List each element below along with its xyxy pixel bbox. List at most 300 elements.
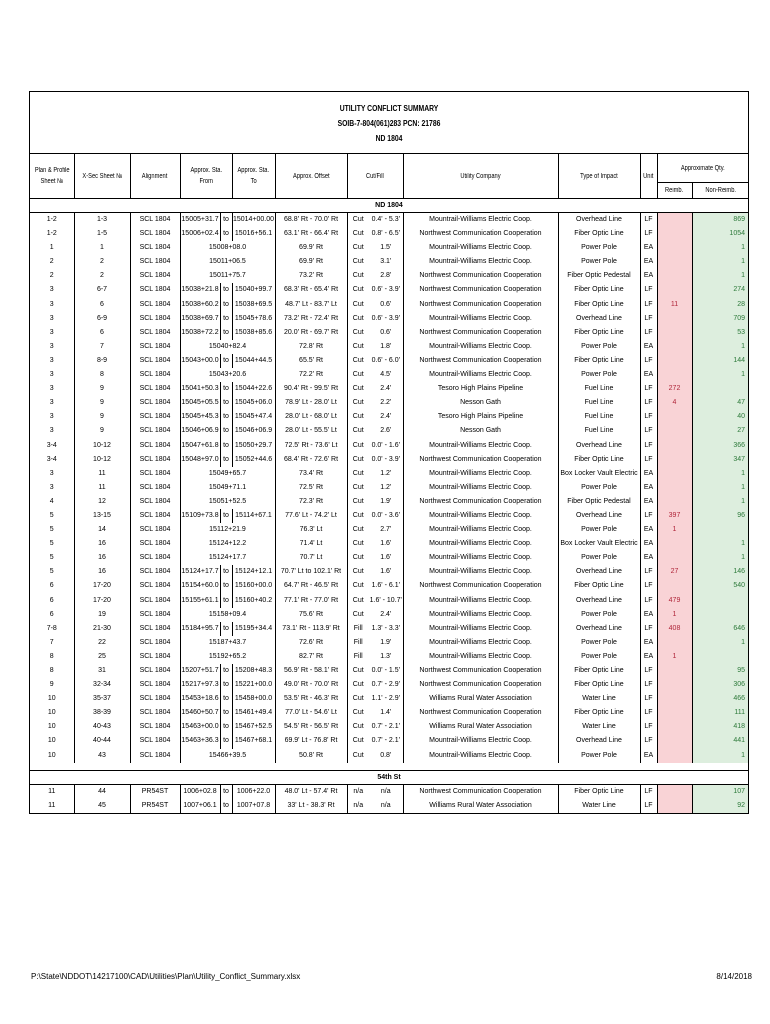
impact-cell: Overhead Line <box>558 509 640 523</box>
alignment-cell: SCL 1804 <box>130 368 180 382</box>
sta-from-cell: 15207+51.7 <box>180 664 220 678</box>
nonreimb-cell: 95 <box>692 664 748 678</box>
impact-cell: Water Line <box>558 799 640 813</box>
table-row <box>30 720 748 734</box>
unit-cell: LF <box>640 720 657 734</box>
sta-to-cell: 1007+07.8 <box>232 799 275 813</box>
offset-cell: 72.3' Rt <box>275 495 347 509</box>
nonreimb-cell: 366 <box>692 439 748 453</box>
reimb-cell <box>657 720 692 734</box>
nonreimb-cell: 111 <box>692 706 748 720</box>
offset-cell: 63.1' Rt - 66.4' Rt <box>275 227 347 241</box>
impact-cell: Water Line <box>558 720 640 734</box>
table-row <box>30 692 748 706</box>
depth-cell: 1.8' <box>380 342 392 350</box>
sta-to-cell: 15461+49.4 <box>232 706 275 720</box>
reimb-cell <box>657 537 692 551</box>
section-title: ND 1804 <box>30 199 748 213</box>
impact-cell: Fuel Line <box>558 410 640 424</box>
impact-cell: Fiber Optic Line <box>558 283 640 297</box>
sta-from-cell: 15041+50.3 <box>180 382 220 396</box>
offset-cell: 69.9' Rt <box>275 241 347 255</box>
company-cell: Mountrail-Williams Electric Coop. <box>403 439 558 453</box>
nonreimb-cell: 441 <box>692 734 748 748</box>
sta-to-cell: 15044+44.5 <box>232 354 275 368</box>
xsec-sheet-cell: 17-20 <box>74 579 130 593</box>
nonreimb-cell: 144 <box>692 354 748 368</box>
nonreimb-cell: 1054 <box>692 227 748 241</box>
section-header <box>30 770 748 784</box>
plan-sheet-cell: 3 <box>49 314 54 322</box>
impact-cell: Fiber Optic Line <box>558 326 640 340</box>
nonreimb-cell: 540 <box>692 579 748 593</box>
unit-cell: LF <box>640 453 657 467</box>
sta-from-cell: 15463+36.3 <box>180 734 220 748</box>
sta-to-cell: 15160+40.2 <box>232 594 275 608</box>
unit-cell: EA <box>640 636 657 650</box>
company-cell: Tesoro High Plains Pipeline <box>403 410 558 424</box>
reimb-cell <box>657 706 692 720</box>
company-cell: Mountrail-Williams Electric Coop. <box>403 312 558 326</box>
sta-separator: to <box>220 312 232 326</box>
table-row <box>30 799 748 813</box>
sta-from-cell: 15043+00.0 <box>180 354 220 368</box>
xsec-sheet-cell: 31 <box>74 664 130 678</box>
cut-fill-cell: Cut <box>347 467 369 481</box>
depth-cell: 0.7' - 2.9' <box>371 681 400 689</box>
alignment-cell: PR54ST <box>130 799 180 813</box>
offset-cell: 68.4' Rt - 72.6' Rt <box>275 453 347 467</box>
table-row <box>30 664 748 678</box>
sta-separator: to <box>220 565 232 579</box>
sta-from-cell: 15038+69.7 <box>180 312 220 326</box>
unit-cell: LF <box>640 439 657 453</box>
company-cell: Mountrail-Williams Electric Coop. <box>403 594 558 608</box>
impact-cell: Fiber Optic Line <box>558 706 640 720</box>
sta-to-cell: 15038+69.5 <box>232 298 275 312</box>
unit-cell: LF <box>640 706 657 720</box>
nonreimb-cell <box>692 382 748 396</box>
xsec-sheet-cell: 40-43 <box>74 720 130 734</box>
header-sta-from: Approx. Sta. From <box>180 154 232 199</box>
depth-cell: n/a <box>380 801 391 809</box>
depth-cell: 1.1' - 2.9' <box>371 695 400 703</box>
xsec-sheet-cell: 21-30 <box>74 622 130 636</box>
company-cell: Nesson Gath <box>403 396 558 410</box>
impact-cell: Fiber Optic Line <box>558 298 640 312</box>
xsec-sheet-cell: 12 <box>74 495 130 509</box>
nonreimb-cell: 53 <box>692 326 748 340</box>
depth-cell: 0.7' - 2.1' <box>371 737 400 745</box>
sta-from-cell: 15045+05.5 <box>180 396 220 410</box>
xsec-sheet-cell: 8 <box>74 368 130 382</box>
unit-cell: LF <box>640 213 657 228</box>
reimb-cell <box>657 453 692 467</box>
company-cell: Northwest Communication Cooperation <box>403 298 558 312</box>
unit-cell: EA <box>640 523 657 537</box>
depth-cell: 0.7' - 2.1' <box>371 723 400 731</box>
sta-separator: to <box>220 396 232 410</box>
company-cell: Northwest Communication Cooperation <box>403 678 558 692</box>
table-row <box>30 481 748 495</box>
depth-cell: 0.6' - 3.9' <box>371 314 400 322</box>
impact-cell: Power Pole <box>558 255 640 269</box>
impact-cell: Power Pole <box>558 241 640 255</box>
reimb-cell <box>657 255 692 269</box>
plan-sheet-cell: 2 <box>49 272 54 280</box>
sta-from-cell: 15045+45.3 <box>180 410 220 424</box>
impact-cell: Fuel Line <box>558 396 640 410</box>
cut-fill-cell: Cut <box>347 509 369 523</box>
xsec-sheet-cell: 6-9 <box>74 312 130 326</box>
header-cutfill: Cut/Fill <box>347 154 403 199</box>
depth-cell: 0.6' <box>380 300 392 308</box>
sta-to-cell: 15046+06.9 <box>232 424 275 438</box>
reimb-cell <box>657 312 692 326</box>
title-block <box>30 92 748 154</box>
plan-sheet-cell: 3-4 <box>46 441 57 449</box>
table-row <box>30 537 748 551</box>
alignment-cell: SCL 1804 <box>130 298 180 312</box>
plan-sheet-cell: 6 <box>49 582 54 590</box>
sta-from-cell: 1006+02.8 <box>180 784 220 799</box>
alignment-cell: SCL 1804 <box>130 269 180 283</box>
sta-to-cell: 15040+99.7 <box>232 283 275 297</box>
cut-fill-cell: Cut <box>347 678 369 692</box>
impact-cell: Overhead Line <box>558 439 640 453</box>
unit-cell: LF <box>640 424 657 438</box>
impact-cell: Overhead Line <box>558 213 640 228</box>
company-cell: Mountrail-Williams Electric Coop. <box>403 565 558 579</box>
reimb-cell: 4 <box>657 396 692 410</box>
sta-single-cell: 15051+52.5 <box>180 495 275 509</box>
xsec-sheet-cell: 16 <box>74 537 130 551</box>
depth-cell: 4.5' <box>380 371 392 379</box>
nonreimb-cell: 96 <box>692 509 748 523</box>
company-cell: Northwest Communication Cooperation <box>403 283 558 297</box>
sta-to-cell: 15221+00.0 <box>232 678 275 692</box>
offset-cell: 48.7' Lt - 83.7' Lt <box>275 298 347 312</box>
table-row <box>30 784 748 799</box>
sta-single-cell: 15049+65.7 <box>180 467 275 481</box>
sta-to-cell: 15016+56.1 <box>232 227 275 241</box>
nonreimb-cell <box>692 608 748 622</box>
plan-sheet-cell: 1-2 <box>46 216 57 223</box>
table-body <box>30 199 748 813</box>
sta-separator: to <box>220 213 232 228</box>
table-row <box>30 269 748 283</box>
reimb-cell: 479 <box>657 594 692 608</box>
title-line-2: SOIB-7-804(061)283 PCN: 21786 <box>337 119 441 128</box>
nonreimb-cell: 1 <box>692 537 748 551</box>
nonreimb-cell: 27 <box>692 424 748 438</box>
sta-single-cell: 15158+09.4 <box>180 608 275 622</box>
xsec-sheet-cell: 9 <box>74 424 130 438</box>
alignment-cell: SCL 1804 <box>130 439 180 453</box>
sta-separator: to <box>220 594 232 608</box>
nonreimb-cell: 709 <box>692 312 748 326</box>
footer-file-path: P:\State\NDDOT\14217100\CAD\Utilities\Plan\Utility_Conflict_Summary.xlsx <box>31 972 301 981</box>
plan-sheet-cell: 4 <box>49 497 54 505</box>
header-company: Utility Company <box>403 154 558 199</box>
unit-cell: LF <box>640 227 657 241</box>
depth-cell: 0.0' - 1.5' <box>371 667 400 674</box>
sta-single-cell: 15043+20.6 <box>180 368 275 382</box>
company-cell: Mountrail-Williams Electric Coop. <box>403 467 558 481</box>
depth-cell: 1.2' <box>380 469 392 477</box>
header-nonreimb: Non-Reimb. <box>692 183 748 199</box>
sta-to-cell: 15045+47.4 <box>232 410 275 424</box>
sta-separator: to <box>220 439 232 453</box>
table-row <box>30 622 748 636</box>
impact-cell: Fiber Optic Pedestal <box>558 269 640 283</box>
offset-cell: 69.9' Rt <box>275 255 347 269</box>
alignment-cell: SCL 1804 <box>130 424 180 438</box>
xsec-sheet-cell: 38-39 <box>74 706 130 720</box>
cut-fill-cell: Cut <box>347 326 369 340</box>
table-row <box>30 326 748 340</box>
plan-sheet-cell: 3 <box>49 399 54 407</box>
offset-cell: 72.5' Rt <box>275 481 347 495</box>
sta-to-cell: 15195+34.4 <box>232 622 275 636</box>
reimb-cell <box>657 283 692 297</box>
sta-to-cell: 15038+85.6 <box>232 326 275 340</box>
plan-sheet-cell: 11 <box>48 787 56 795</box>
alignment-cell: SCL 1804 <box>130 283 180 297</box>
unit-cell: EA <box>640 340 657 354</box>
impact-cell: Overhead Line <box>558 565 640 579</box>
cut-fill-cell: Cut <box>347 382 369 396</box>
table-row <box>30 636 748 650</box>
alignment-cell: SCL 1804 <box>130 594 180 608</box>
sta-single-cell: 15124+12.2 <box>180 537 275 551</box>
nonreimb-cell: 869 <box>692 213 748 228</box>
sta-to-cell: 15458+00.0 <box>232 692 275 706</box>
xsec-sheet-cell: 40-44 <box>74 734 130 748</box>
xsec-sheet-cell: 1 <box>74 241 130 255</box>
plan-sheet-cell: 8 <box>49 667 54 674</box>
impact-cell: Power Pole <box>558 481 640 495</box>
plan-sheet-cell: 3-4 <box>46 455 57 463</box>
alignment-cell: SCL 1804 <box>130 706 180 720</box>
nonreimb-cell: 274 <box>692 283 748 297</box>
reimb-cell: 1 <box>657 650 692 664</box>
xsec-sheet-cell: 11 <box>74 481 130 495</box>
plan-sheet-cell: 3 <box>49 469 54 477</box>
sta-from-cell: 15006+02.4 <box>180 227 220 241</box>
company-cell: Northwest Communication Cooperation <box>403 495 558 509</box>
sta-separator: to <box>220 424 232 438</box>
offset-cell: 68.3' Rt - 65.4' Rt <box>275 283 347 297</box>
alignment-cell: SCL 1804 <box>130 410 180 424</box>
xsec-sheet-cell: 32-34 <box>74 678 130 692</box>
table-row <box>30 678 748 692</box>
table-row <box>30 283 748 297</box>
cut-fill-cell: Cut <box>347 749 369 763</box>
unit-cell: LF <box>640 565 657 579</box>
offset-cell: 72.6' Rt <box>275 636 347 650</box>
reimb-cell <box>657 410 692 424</box>
unit-cell: LF <box>640 664 657 678</box>
depth-cell: 0.8' <box>380 751 392 759</box>
reimb-cell <box>657 579 692 593</box>
nonreimb-cell: 1 <box>692 481 748 495</box>
table-row <box>30 424 748 438</box>
plan-sheet-cell: 6 <box>49 610 54 618</box>
table-row <box>30 579 748 593</box>
sta-separator: to <box>220 706 232 720</box>
unit-cell: LF <box>640 784 657 799</box>
footer-date: 8/14/2018 <box>716 972 752 981</box>
cut-fill-cell: n/a <box>347 784 369 799</box>
table-row <box>30 608 748 622</box>
alignment-cell: SCL 1804 <box>130 396 180 410</box>
unit-cell: LF <box>640 283 657 297</box>
company-cell: Williams Rural Water Association <box>403 692 558 706</box>
reimb-cell <box>657 636 692 650</box>
depth-cell: 0.0' - 3.6' <box>371 511 400 519</box>
plan-sheet-cell: 10 <box>47 751 56 759</box>
cut-fill-cell: Cut <box>347 241 369 255</box>
offset-cell: 90.4' Rt - 99.5' Rt <box>275 382 347 396</box>
nonreimb-cell: 466 <box>692 692 748 706</box>
impact-cell: Power Pole <box>558 636 640 650</box>
company-cell: Northwest Communication Cooperation <box>403 326 558 340</box>
plan-sheet-cell: 10 <box>47 709 56 717</box>
xsec-sheet-cell: 9 <box>74 382 130 396</box>
depth-cell: 1.6' <box>380 554 392 562</box>
xsec-sheet-cell: 43 <box>74 749 130 763</box>
title-line-1: UTILITY CONFLICT SUMMARY <box>339 104 439 113</box>
depth-cell: 2.4' <box>380 610 392 618</box>
plan-sheet-cell: 10 <box>47 737 56 745</box>
plan-sheet-cell: 5 <box>49 526 54 534</box>
sta-separator: to <box>220 283 232 297</box>
table-row <box>30 749 748 763</box>
company-cell: Northwest Communication Cooperation <box>403 354 558 368</box>
nonreimb-cell: 1 <box>692 749 748 763</box>
alignment-cell: SCL 1804 <box>130 565 180 579</box>
xsec-sheet-cell: 13-15 <box>74 509 130 523</box>
company-cell: Northwest Communication Cooperation <box>403 227 558 241</box>
depth-cell: 2.6' <box>380 427 392 435</box>
depth-cell: 1.3' <box>380 652 392 660</box>
plan-sheet-cell: 3 <box>49 385 54 393</box>
sta-separator: to <box>220 784 232 799</box>
reimb-cell <box>657 749 692 763</box>
table-row <box>30 396 748 410</box>
unit-cell: LF <box>640 734 657 748</box>
unit-cell: EA <box>640 241 657 255</box>
company-cell: Mountrail-Williams Electric Coop. <box>403 368 558 382</box>
unit-cell: LF <box>640 312 657 326</box>
depth-cell: 0.0' - 3.9' <box>371 455 400 463</box>
nonreimb-cell: 47 <box>692 396 748 410</box>
cut-fill-cell: Fill <box>347 650 369 664</box>
xsec-sheet-cell: 45 <box>74 799 130 813</box>
table-row <box>30 565 748 579</box>
plan-sheet-cell: 10 <box>47 723 56 731</box>
sta-from-cell: 15047+61.8 <box>180 439 220 453</box>
reimb-cell: 11 <box>657 298 692 312</box>
sta-single-cell: 15011+75.7 <box>180 269 275 283</box>
offset-cell: 70.7' Lt to 102.1' Rt <box>275 565 347 579</box>
plan-sheet-cell: 1-2 <box>46 230 57 238</box>
nonreimb-cell: 146 <box>692 565 748 579</box>
table-row <box>30 368 748 382</box>
plan-sheet-cell: 8 <box>49 652 54 660</box>
nonreimb-cell: 107 <box>692 784 748 799</box>
alignment-cell: SCL 1804 <box>130 213 180 228</box>
offset-cell: 70.7' Lt <box>275 551 347 565</box>
xsec-sheet-cell: 9 <box>74 396 130 410</box>
offset-cell: 75.6' Rt <box>275 608 347 622</box>
offset-cell: 71.4' Lt <box>275 537 347 551</box>
plan-sheet-cell: 2 <box>49 258 54 266</box>
depth-cell: 0.0' - 1.6' <box>371 441 400 449</box>
reimb-cell: 1 <box>657 608 692 622</box>
offset-cell: 53.5' Rt - 46.3' Rt <box>275 692 347 706</box>
sta-from-cell: 15124+17.7 <box>180 565 220 579</box>
reimb-cell <box>657 799 692 813</box>
nonreimb-cell <box>692 650 748 664</box>
reimb-cell: 397 <box>657 509 692 523</box>
cut-fill-cell: Cut <box>347 340 369 354</box>
header-xsec: X-Sec Sheet № <box>74 154 130 199</box>
header-alignment: Alignment <box>130 154 180 199</box>
nonreimb-cell: 1 <box>692 495 748 509</box>
unit-cell: LF <box>640 594 657 608</box>
xsec-sheet-cell: 2 <box>74 255 130 269</box>
impact-cell: Water Line <box>558 692 640 706</box>
unit-cell: LF <box>640 579 657 593</box>
reimb-cell <box>657 467 692 481</box>
depth-cell: 1.5' <box>380 244 392 252</box>
plan-sheet-cell: 3 <box>49 413 54 421</box>
section-title: 54th St <box>30 770 748 784</box>
company-cell: Northwest Communication Cooperation <box>403 453 558 467</box>
spacer-row <box>30 763 748 771</box>
sta-single-cell: 15124+17.7 <box>180 551 275 565</box>
company-cell: Mountrail-Williams Electric Coop. <box>403 636 558 650</box>
xsec-sheet-cell: 11 <box>74 467 130 481</box>
sta-to-cell: 15114+67.1 <box>232 509 275 523</box>
xsec-sheet-cell: 17-20 <box>74 594 130 608</box>
offset-cell: 28.0' Lt - 55.5' Lt <box>275 424 347 438</box>
title-line-3: ND 1804 <box>375 134 403 143</box>
sta-separator: to <box>220 622 232 636</box>
sta-from-cell: 1007+06.1 <box>180 799 220 813</box>
nonreimb-cell: 1 <box>692 368 748 382</box>
unit-cell: EA <box>640 269 657 283</box>
depth-cell: 1.9' <box>380 638 392 646</box>
alignment-cell: SCL 1804 <box>130 312 180 326</box>
plan-sheet-cell: 3 <box>49 328 54 336</box>
sta-separator: to <box>220 453 232 467</box>
reimb-cell <box>657 784 692 799</box>
cut-fill-cell: Cut <box>347 551 369 565</box>
reimb-cell <box>657 692 692 706</box>
company-cell: Northwest Communication Cooperation <box>403 706 558 720</box>
depth-cell: 2.4' <box>380 413 392 421</box>
unit-cell: EA <box>640 495 657 509</box>
nonreimb-cell <box>692 594 748 608</box>
plan-sheet-cell: 3 <box>49 483 54 491</box>
sta-separator: to <box>220 298 232 312</box>
xsec-sheet-cell: 10-12 <box>74 439 130 453</box>
depth-cell: 1.6' <box>380 568 392 576</box>
table-row <box>30 650 748 664</box>
